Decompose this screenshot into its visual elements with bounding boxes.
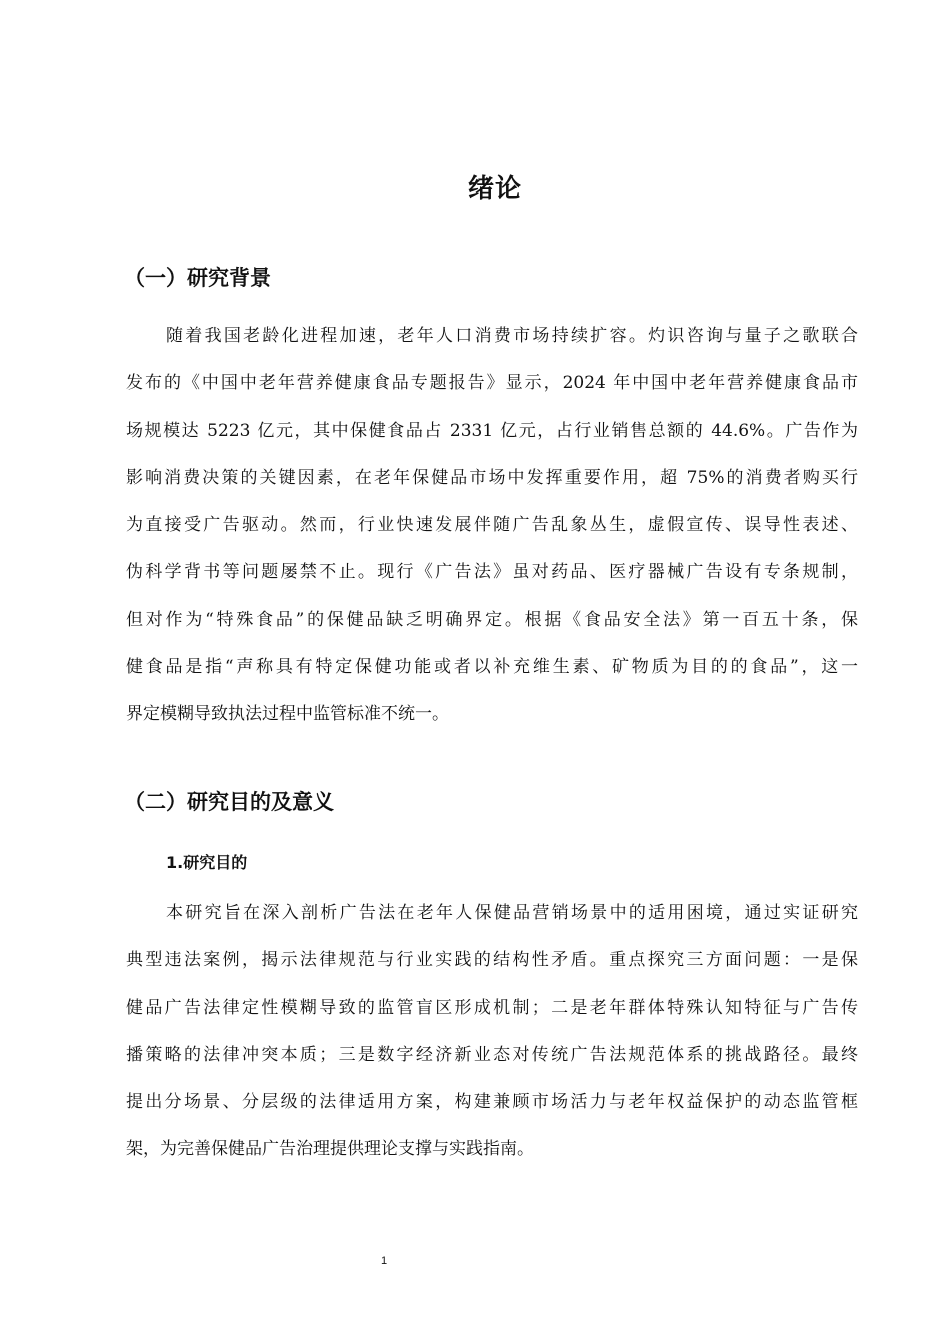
page-number: 1 [380, 1255, 388, 1267]
document-title: 绪论 [467, 174, 522, 204]
paragraph-line: 但对作为“特殊食品”的保健品缺乏明确界定。根据《食品安全法》第一百五十条，保 [126, 609, 858, 630]
paragraph-background [126, 313, 858, 739]
paragraph-line: 影响消费决策的关键因素，在老年保健品市场中发挥重要作用，超 75%的消费者购买行 [126, 467, 858, 488]
paragraph-line: 发布的《中国中老年营养健康食品专题报告》显示，2024 年中国中老年营养健康食品市 [126, 373, 858, 394]
paragraph-research-purpose [126, 890, 858, 1174]
paragraph-line: 为直接受广告驱动。然而，行业快速发展伴随广告乱象丛生，虚假宣传、误导性表述、 [126, 515, 858, 536]
paragraph-line: 随着我国老龄化进程加速，老年人口消费市场持续扩容。灼识咨询与量子之歌联合 [166, 326, 858, 346]
paragraph-line: 典型违法案例，揭示法律规范与行业实践的结构性矛盾。重点探究三方面问题：一是保 [126, 950, 858, 971]
paragraph-line: 场规模达 5223 亿元，其中保健食品占 2331 亿元，占行业销售总额的 44.6%。广告作为 [126, 420, 858, 441]
paragraph-line: 界定模糊导致执法过程中监管标准不统一。 [126, 704, 449, 725]
paragraph-line: 健品广告法律定性模糊导致的监管盲区形成机制；二是老年群体特殊认知特征与广告传 [126, 997, 858, 1018]
paragraph-line: 架，为完善保健品广告治理提供理论支撑与实践指南。 [126, 1139, 534, 1160]
paragraph-line: 伪科学背书等问题屡禁不止。现行《广告法》虽对药品、医疗器械广告设有专条规制， [126, 562, 858, 583]
paragraph-line: 播策略的法律冲突本质；三是数字经济新业态对传统广告法规范体系的挑战路径。最终 [126, 1044, 858, 1065]
paragraph-line: 健食品是指“声称具有特定保健功能或者以补充维生素、矿物质为目的的食品”，这一 [126, 657, 858, 678]
paragraph-line: 本研究旨在深入剖析广告法在老年人保健品营销场景中的适用困境，通过实证研究 [166, 903, 858, 923]
subsection-heading-research-purpose: 1.研究目的 [166, 853, 248, 872]
section-heading-background: （一）研究背景 [124, 266, 271, 290]
section-heading-purpose: （二）研究目的及意义 [124, 790, 334, 814]
paragraph-line: 提出分场景、分层级的法律适用方案，构建兼顾市场活力与老年权益保护的动态监管框 [126, 1092, 858, 1113]
